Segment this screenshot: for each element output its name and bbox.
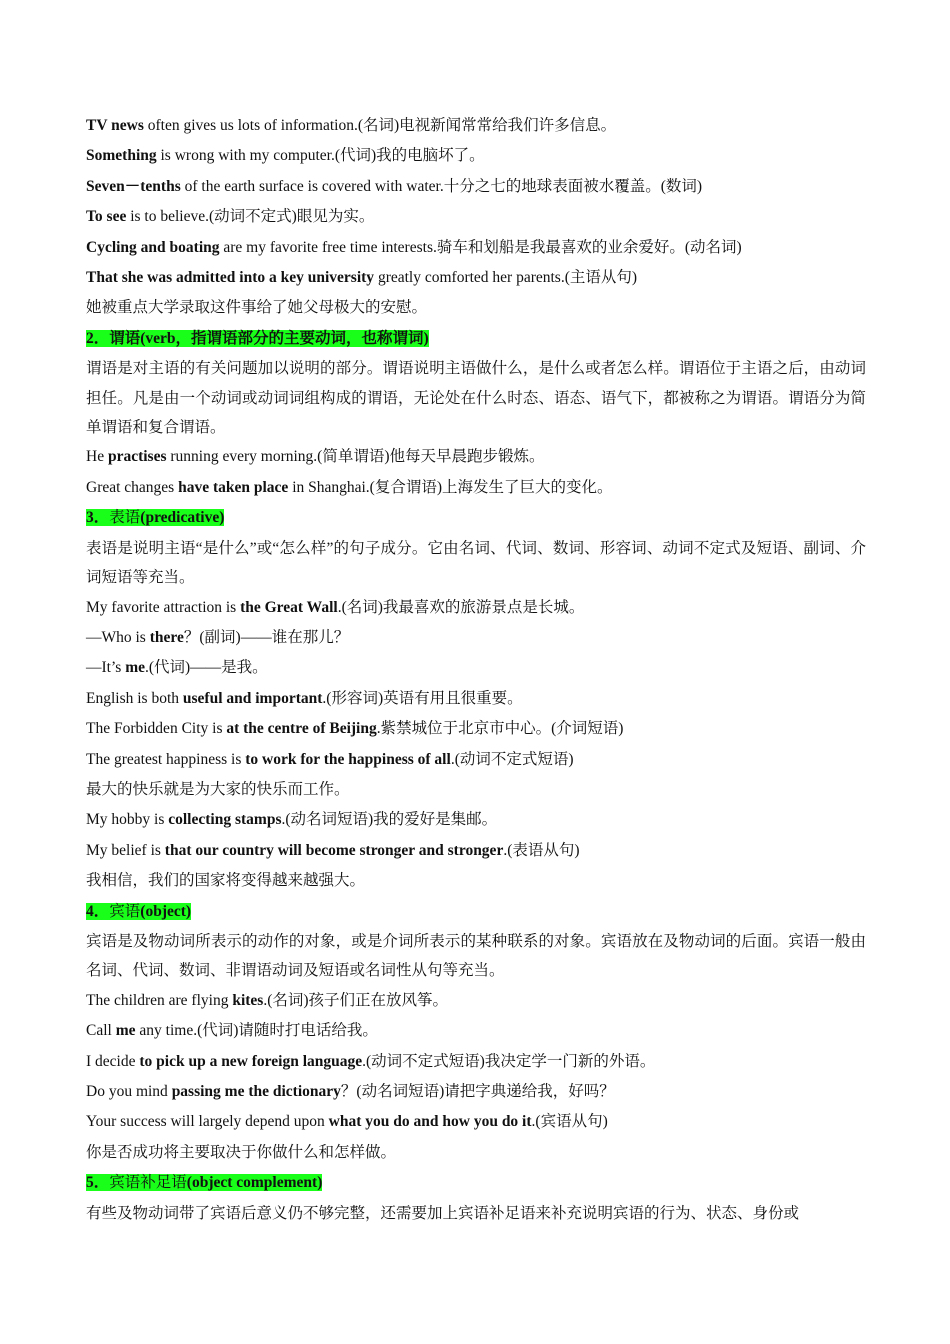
section-description: 有些及物动词带了宾语后意义仍不够完整，还需要加上宾语补足语来补充说明宾语的行为、状态、身份或 [86,1204,800,1222]
sentence-text: Do you mind [86,1083,172,1100]
sentence-text: .(名词)孩子们正在放风筝。 [263,991,449,1009]
section-heading-object-complement [86,1168,866,1198]
highlighted-phrase: Cycling and boating [86,238,220,256]
sentence-text: I decide [86,1052,140,1070]
sentence-text: He [86,448,108,466]
highlighted-phrase: have taken place [178,478,289,496]
highlighted-phrase: practises [107,448,167,466]
section-description: 宾语是及物动词所表示的动作的对象，或是介词所表示的某种联系的对象。宾语放在及物动词的后面。宾语一般由名词、代词、数词、非谓语动词及短语或名词性从句等充当。 [86,932,866,980]
example-sentence [86,1016,866,1046]
highlighted-phrase: me [115,1022,136,1040]
section-heading-predicate [86,324,866,354]
sentence-text: ？(动名词短语)请把字典递给我，好吗？ [340,1083,615,1100]
section-title-cn: 宾语补足语 [109,1174,187,1192]
section-number: 3． [86,509,110,527]
example-sentence [86,263,866,293]
sentence-text: My hobby is [86,811,169,829]
sentence-text: .(名词)我最喜欢的旅游景点是长城。 [337,598,585,616]
section-title-en: (predicative) [140,509,225,527]
sentence-text: .(宾语从句) [531,1113,608,1131]
sentence-text: The Forbidden City is [86,720,227,738]
section-number: 4． [86,902,110,920]
example-sentence [86,714,866,744]
example-sentence [86,653,866,683]
sentence-text: —It’s [86,659,126,677]
translation-line: 她被重点大学录取这件事给了她父母极大的安慰。 [86,299,428,317]
section-title: 谓语(verb，指谓语部分的主要动词，也称谓词) [109,329,429,347]
sentence-text: The greatest happiness is [86,750,246,768]
document-page [86,111,866,1228]
example-sentence [86,233,866,263]
example-sentence [86,1047,866,1077]
highlighted-phrase: what you do and how you do it [328,1113,532,1131]
sentence-text: —Who is [86,628,150,646]
example-sentence [86,202,866,232]
section-description: 谓语是对主语的有关问题加以说明的部分。谓语说明主语做什么，是什么或者怎么样。谓语位于主语之后，由动词担任。凡是由一个动词或动词词组构成的谓语，无论处在什么时态、语态、语气下，都被称之为谓语。谓语分为简单谓语和复合谓语。 [86,360,866,437]
sentence-text: .(形容词)英语有用且很重要。 [322,689,523,707]
sentence-text: Your success will largely depend upon [86,1113,329,1131]
example-sentence [86,172,866,202]
highlighted-phrase: Something [86,147,157,165]
section-number: 5． [86,1174,110,1192]
sentence-text: in Shanghai.(复合谓语)上海发生了巨大的变化。 [288,478,613,496]
example-sentence [86,745,866,775]
highlighted-phrase: TV news [86,117,144,134]
sentence-text: of the earth surface is covered with water.十分之七的地球表面被水覆盖。(数词) [180,177,703,195]
highlighted-phrase: me [125,659,145,677]
predicative-examples [86,805,866,866]
sentence-text: English is both [86,689,183,707]
highlighted-phrase: useful and important [182,689,323,707]
sentence-text: .(动词不定式短语) [450,750,574,768]
example-sentence [86,442,866,472]
section-title-cn: 宾语 [109,902,141,920]
sentence-text: Call [86,1022,116,1040]
example-sentence [86,623,866,653]
predicate-examples [86,442,866,503]
section-heading-predicative [86,503,866,533]
example-sentence [86,473,866,503]
object-examples [86,986,866,1138]
sentence-text: running every morning.(简单谓语)他每天早晨跑步锻炼。 [166,448,545,466]
section-title-en: (object complement) [186,1174,323,1192]
translation-line: 你是否成功将主要取决于你做什么和怎样做。 [86,1143,397,1161]
highlighted-phrase: the Great Wall [240,598,338,616]
highlighted-phrase: that our country will become stronger and stronger [164,841,504,859]
sentence-text: ？(副词)——谁在那儿？ [183,628,350,646]
highlighted-phrase: Seven－tenths [86,177,181,195]
section-number: 2． [86,329,110,347]
sentence-text: Great changes [86,478,179,496]
example-sentence [86,141,866,171]
example-sentence [86,684,866,714]
example-sentence [86,111,866,141]
sentence-text: My favorite attraction is [86,598,241,616]
predicative-examples [86,593,866,775]
translation-line: 我相信，我们的国家将变得越来越强大。 [86,872,366,890]
highlighted-phrase: To see [86,208,127,226]
translation-line: 最大的快乐就是为大家的快乐而工作。 [86,780,350,798]
sentence-text: are my favorite free time interests.骑车和划船是我最喜欢的业余爱好。(动名词) [219,238,742,256]
sentence-text: .(动词不定式短语)我决定学一门新的外语。 [362,1052,656,1070]
section-title-cn: 表语 [109,509,141,527]
sentence-text: is wrong with my computer.(代词)我的电脑坏了。 [156,147,485,165]
sentence-text: .(表语从句) [503,841,580,859]
highlighted-phrase: at the centre of Beijing [226,720,377,738]
sentence-text: My belief is [86,841,165,859]
sentence-text: The children are flying [86,991,233,1009]
highlighted-phrase: passing me the dictionary [171,1083,341,1100]
section-heading-object [86,897,866,927]
highlighted-phrase: to work for the happiness of all [245,750,451,768]
example-sentence [86,836,866,866]
sentence-text: .紫禁城位于北京市中心。(介词短语) [376,720,624,738]
example-sentence [86,1107,866,1137]
example-sentence [86,805,866,835]
highlighted-phrase: kites [232,991,264,1009]
sentence-text: .(动名词短语)我的爱好是集邮。 [281,811,498,829]
sentence-text: is to believe.(动词不定式)眼见为实。 [126,208,375,226]
example-sentence [86,1077,866,1107]
section-description: 表语是说明主语“是什么”或“怎么样”的句子成分。它由名词、代词、数词、形容词、动词不定式及短语、副词、介词短语等充当。 [86,539,866,587]
sentence-text: greatly comforted her parents.(主语从句) [374,269,638,287]
section-title-en: (object) [140,902,192,920]
example-sentence [86,593,866,623]
highlighted-phrase: That she was admitted into a key university [86,269,375,287]
sentence-text: any time.(代词)请随时打电话给我。 [135,1022,378,1040]
highlighted-phrase: there [149,628,184,646]
subject-examples [86,111,866,293]
highlighted-phrase: collecting stamps [168,811,282,829]
example-sentence [86,986,866,1016]
highlighted-phrase: to pick up a new foreign language [139,1052,363,1070]
sentence-text: .(代词)——是我。 [144,659,268,677]
sentence-text: often gives us lots of information.(名词)电视新闻常常给我们许多信息。 [143,117,617,134]
